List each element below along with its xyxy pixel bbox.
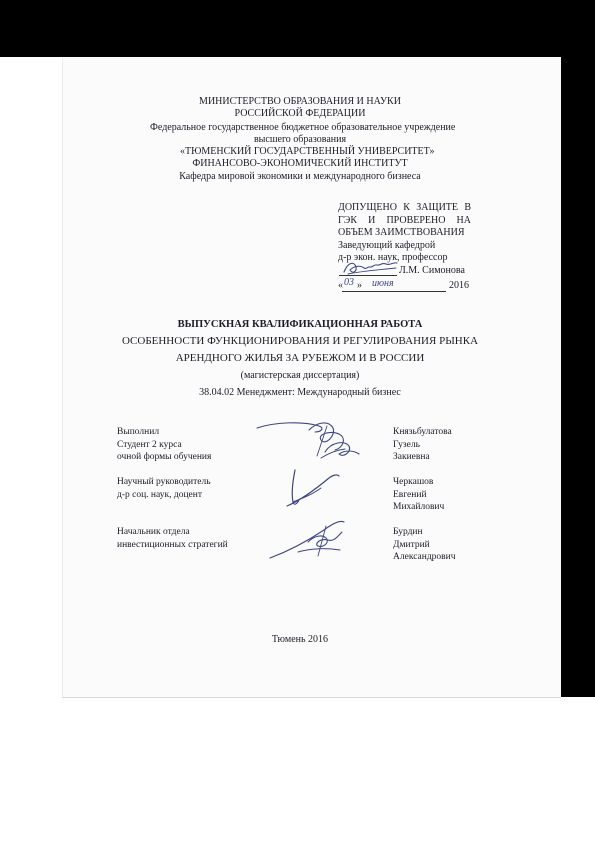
signatory-1-name-line: Князьбулатова (393, 427, 452, 437)
signatory-2-name-line: Михайлович (393, 502, 445, 512)
approval-line-3: ОБЪЕМ ЗАИМСТВОВАНИЯ (338, 227, 465, 238)
city-year: Тюмень 2016 (271, 634, 329, 645)
approval-date-open-quote: « (338, 280, 343, 291)
topic-line-1: ОСОБЕННОСТИ ФУНКЦИОНИРОВАНИЯ И РЕГУЛИРОВАНИЯ РЫНКА (121, 335, 479, 347)
approval-date-day: 03 (344, 277, 354, 288)
signatory-2-role-line: д-р соц. наук, доцент (117, 489, 202, 500)
work-kind: (магистерская диссертация) (240, 370, 360, 381)
department-name: Кафедра мировой экономики и международного бизнеса (179, 171, 421, 182)
signatory-2-name-line: Евгений (393, 489, 427, 500)
signatory-2-role-line: Научный руководитель (117, 477, 211, 487)
signatory-3-signature (268, 512, 358, 562)
approval-block (338, 202, 471, 265)
approval-head-name: Л.М. Симонова (399, 265, 465, 276)
signatory-3-name-line: Дмитрий (393, 539, 430, 550)
signatory-1-role (117, 426, 211, 464)
approval-signature (342, 258, 400, 278)
signatory-1-role-line: Студент 2 курса (117, 439, 182, 450)
approval-date-close-quote: » (357, 280, 362, 291)
approval-date-line (342, 291, 446, 292)
institute-name: ФИНАНСОВО-ЭКОНОМИЧЕСКИЙ ИНСТИТУТ (192, 158, 408, 169)
scan-border-top (0, 0, 595, 57)
approval-date-year: 2016 (449, 280, 469, 291)
signatory-1-name-line: Закиевна (393, 452, 430, 462)
ministry-line-1: МИНИСТЕРСТВО ОБРАЗОВАНИЯ И НАУКИ (199, 96, 401, 107)
signatory-1-role-line: Выполнил (117, 427, 160, 437)
signatory-3-name-line: Александрович (393, 552, 456, 562)
specialty: 38.04.02 Менеджмент: Международный бизнес (199, 387, 401, 398)
institution-line-1: Федеральное государственное бюджетное образовательное учреждение (150, 122, 456, 133)
signatory-3-role-line: Начальник отдела (117, 527, 190, 537)
institution-line-2: высшего образования (253, 134, 347, 145)
topic-line-2: АРЕНДНОГО ЖИЛЬЯ ЗА РУБЕЖОМ И В РОССИИ (175, 352, 425, 364)
signatory-1-name (393, 426, 452, 464)
approval-degree: д-р экон. наук, профессор (338, 252, 448, 263)
signatory-2-signature (283, 466, 343, 512)
approval-date-month: июня (372, 278, 394, 289)
approval-line-1: ДОПУЩЕНО К ЗАЩИТЕ В (338, 202, 471, 213)
signatory-2-name-line: Черкашов (393, 477, 434, 487)
scan-border-gap (548, 697, 595, 841)
signatory-1-name-line: Гузель (393, 439, 420, 450)
signatory-1-signature (255, 416, 365, 466)
work-type-title: ВЫПУСКНАЯ КВАЛИФИКАЦИОННАЯ РАБОТА (177, 319, 423, 330)
ministry-line-2: РОССИЙСКОЙ ФЕДЕРАЦИИ (234, 108, 366, 119)
signatory-3-name (393, 526, 456, 564)
scan-border-right (560, 57, 595, 697)
signatory-1-role-line: очной формы обучения (117, 452, 212, 462)
signatory-2-role (117, 476, 211, 501)
approval-head-title: Заведующий кафедрой (338, 239, 436, 251)
signatory-2-name (393, 476, 444, 514)
signatory-3-role (117, 526, 228, 551)
approval-line-2: ГЭК И ПРОВЕРЕНО НА (338, 214, 471, 226)
signatory-3-role-line: инвестиционных стратегий (117, 539, 228, 550)
university-name: «ТЮМЕНСКИЙ ГОСУДАРСТВЕННЫЙ УНИВЕРСИТЕТ» (180, 146, 435, 157)
signatory-3-name-line: Бурдин (393, 527, 423, 537)
